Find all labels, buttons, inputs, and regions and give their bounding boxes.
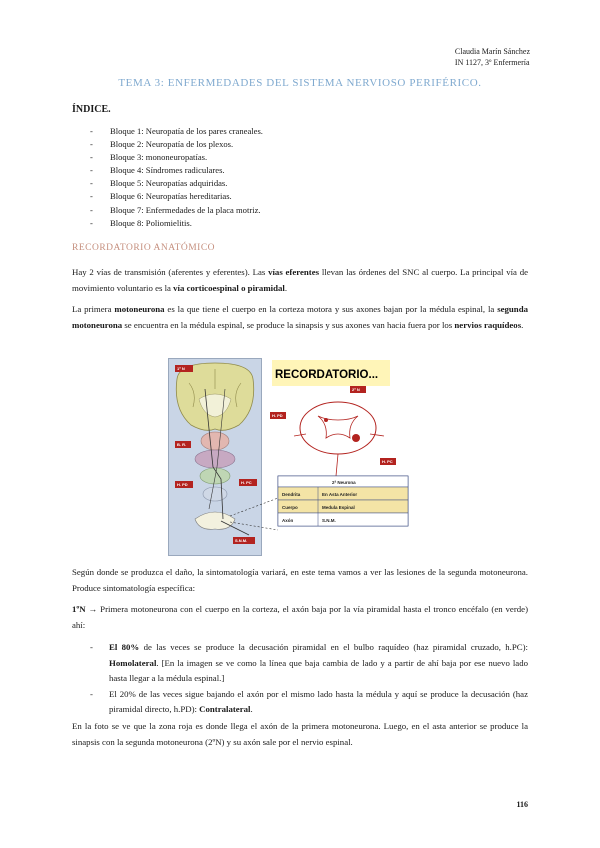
list-item: - Bloque 3: mononeuropatías.	[90, 152, 208, 163]
row-value-axon: S.N.M.	[322, 518, 336, 523]
index-list	[90, 125, 263, 230]
index-heading: ÍNDICE.	[72, 104, 111, 115]
row-label-cuerpo: Cuerpo	[282, 505, 298, 510]
tag-hpc-label: H. PC	[241, 480, 252, 485]
list-item: - Bloque 7: Enfermedades de la placa motriz.	[90, 204, 261, 215]
row-label-axon: Axón	[282, 518, 294, 523]
tag-hpd-label: H. PD	[177, 482, 188, 487]
tag-second-n-label: 2ª N	[352, 387, 360, 392]
list-item: - Bloque 8: Poliomielitis.	[90, 217, 192, 228]
list-item: - El 20% de las veces sigue bajando el axón por el mismo lado hasta la médula y aquí se produce la decusación (haz piramidal directo, h.PD): Contralateral.	[90, 688, 528, 714]
author-name: Claudia Marín Sánchez	[454, 47, 530, 56]
list-item: - Bloque 1: Neuropatía de los pares craneales.	[90, 126, 263, 136]
paragraph-pathways: Hay 2 vías de transmisión (aferentes y eferentes). Las vías eferentes llevan las órdenes del SNC al cuerpo. La principal vía de movimiento voluntario es la vía corticoespinal o piramidal.	[72, 267, 529, 293]
tag-br-label: B. R.	[177, 442, 187, 447]
author-block	[455, 46, 530, 68]
list-item: - Bloque 4: Síndromes radiculares.	[90, 165, 225, 176]
page-number: 116	[516, 800, 528, 809]
row-label-dendrita: Dendrita	[282, 492, 301, 497]
list-item: - Bloque 6: Neuropatías hereditarias.	[90, 191, 232, 202]
list-item: - Bloque 5: Neuropatías adquiridas.	[90, 178, 228, 189]
anatomy-figure	[168, 358, 436, 556]
list-item: - El 80% de las veces se produce la decusación piramidal en el bulbo raquídeo (haz piramidal cruzado, h.PC): Homolateral. [En la imagen se ve como la línea que baja cambia de lado y a partir de ahí baja por ese nuevo lado hasta llegar a la médula espinal.]	[90, 642, 528, 683]
tag-hpc-right-label: H. PC	[382, 459, 393, 464]
paragraph-symptoms: Según donde se produzca el daño, la sintomatología variará, en este tema vamos a ver las lesiones de la segunda motoneurona. Produce sintomatología específica:	[72, 567, 528, 593]
list-item: - Bloque 2: Neuropatía de los plexos.	[90, 139, 234, 150]
tag-hpd-right-label: H. PD	[272, 413, 283, 418]
connector-lines	[168, 358, 436, 556]
paragraph-motoneurons: La primera motoneurona es la que tiene el cuerpo en la corteza motora y sus axones bajan por la médula espinal, la segunda motoneurona se encuentra en la médula espinal, se produce la sinapsis y sus axones van hacia fuera por los nervios raquídeos.	[72, 304, 528, 330]
paragraph-first-neuron: 1ºN → Primera motoneurona con el cuerpo en la corteza, el axón baja por la vía piramidal hasta el tronco encéfalo (en verde) ahí:	[72, 604, 528, 630]
paragraph-photo-note: En la foto se ve que la zona roja es donde llega el axón de la primera motoneurona. Luego, en el asta anterior se produce la sinapsis con la segunda motoneurona (2ºN) y su axón sale por el nervio espinal.	[72, 721, 528, 747]
tag-snm-label: S.N.M.	[235, 538, 248, 543]
page-title: TEMA 3: ENFERMEDADES DEL SISTEMA NERVIOSO PERIFÉRICO.	[118, 77, 482, 89]
row-value-dendrita: En Asta Anterior	[322, 492, 358, 497]
row-value-cuerpo: Medula Espinal	[322, 505, 355, 510]
neuron-table-title: 2ª Neurona	[332, 480, 356, 485]
callout-lines	[230, 498, 278, 530]
tag-first-n-label: 1ª N	[177, 366, 185, 371]
recordatorio-title: RECORDATORIO...	[275, 369, 379, 381]
section-heading: RECORDATORIO ANATÓMICO	[72, 243, 216, 253]
course-code: IN 1127, 3º Enfermería	[454, 58, 530, 67]
decussation-list	[72, 640, 528, 718]
